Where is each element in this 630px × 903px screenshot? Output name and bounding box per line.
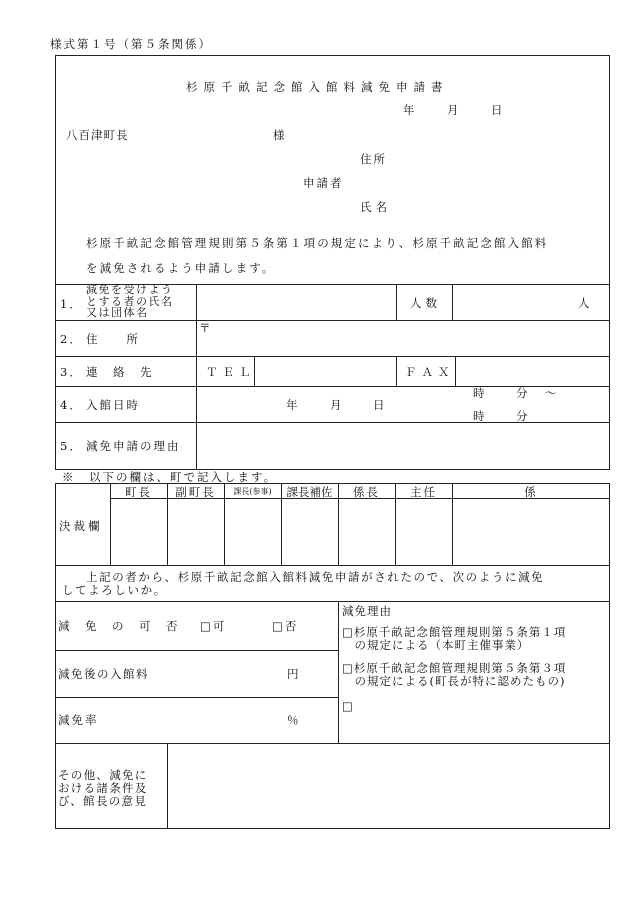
applicant-label: 申請者 bbox=[303, 176, 344, 190]
approval-bottom-line bbox=[55, 565, 610, 566]
visit-month-label: 月 bbox=[330, 398, 344, 412]
approval-col-mayor: 町長 bbox=[125, 485, 152, 499]
start-hour-label: 時 bbox=[473, 386, 487, 400]
request-body-line2: を減免されるよう申請します。 bbox=[86, 261, 276, 275]
form-number: 様式第１号（第５条関係） bbox=[50, 37, 212, 51]
date-year-label: 年 bbox=[403, 103, 417, 117]
visit-year-label: 年 bbox=[286, 398, 300, 412]
col-divider bbox=[338, 601, 339, 743]
col-divider bbox=[196, 284, 197, 470]
row2-label: 住 所 bbox=[86, 332, 140, 346]
decision-top-line bbox=[55, 601, 610, 602]
reduced-fee-label: 減免後の入館料 bbox=[58, 667, 149, 681]
postal-mark: 〒 bbox=[199, 321, 213, 335]
addressee: 八百津町長 bbox=[66, 128, 129, 142]
option-reject-checkbox[interactable]: □否 bbox=[272, 619, 299, 633]
time-range-tilde: ～ bbox=[545, 386, 559, 400]
office-note: ※ 以下の欄は、町で記入します。 bbox=[62, 470, 278, 484]
row3-number: 3． bbox=[60, 365, 83, 379]
option-approve-checkbox[interactable]: □可 bbox=[200, 619, 227, 633]
approval-label: 決裁欄 bbox=[59, 519, 103, 533]
row1-number: 1． bbox=[60, 297, 83, 311]
reduction-reason-title: 減免理由 bbox=[342, 604, 392, 618]
count-label: 人数 bbox=[410, 296, 441, 310]
end-minute-label: 分 bbox=[516, 409, 530, 423]
row-divider bbox=[55, 743, 610, 744]
request-body-line1: 杉原千畝記念館管理規則第５条第１項の規定により、杉原千畝記念館入館料 bbox=[86, 236, 549, 250]
visit-day-label: 日 bbox=[373, 398, 387, 412]
approval-question: 減 免 の 可 否 bbox=[58, 619, 180, 633]
count-unit: 人 bbox=[578, 296, 592, 310]
col-divider bbox=[396, 356, 397, 386]
row4-label: 入館日時 bbox=[86, 398, 140, 412]
col-divider bbox=[455, 356, 456, 386]
approval-col-unit-chief: 係長 bbox=[353, 485, 380, 499]
row-divider bbox=[55, 356, 610, 357]
name-label: 氏名 bbox=[360, 200, 391, 214]
reason-option-article5-3[interactable]: □杉原千畝記念館管理規則第５条第３項 の規定による(町長が特に認めたもの) bbox=[342, 661, 567, 688]
other-conditions-label: その他、減免に おける諸条件及 び、館長の意見 bbox=[58, 768, 148, 808]
row3-label: 連 絡 先 bbox=[86, 365, 154, 379]
row-divider bbox=[55, 320, 610, 321]
approval-col-staff: 係 bbox=[524, 485, 538, 499]
approval-col-section-chief: 課長(参事) bbox=[233, 487, 272, 496]
row-divider bbox=[55, 650, 338, 651]
reason-option-other[interactable]: □ bbox=[342, 699, 355, 713]
row2-number: 2． bbox=[60, 332, 83, 346]
row1-label: 減免を受けよう とする者の氏名 又は団体名 bbox=[86, 283, 174, 319]
tel-label: ＴＥＬ bbox=[206, 365, 256, 379]
honorific: 様 bbox=[273, 128, 287, 142]
date-month-label: 月 bbox=[447, 103, 461, 117]
row4-number: 4． bbox=[60, 398, 83, 412]
reduction-rate-label: 減免率 bbox=[58, 713, 99, 727]
date-day-label: 日 bbox=[491, 103, 505, 117]
row5-label: 減免申請の理由 bbox=[86, 439, 181, 453]
fax-label: ＦＡＸ bbox=[405, 365, 455, 379]
end-hour-label: 時 bbox=[473, 409, 487, 423]
address-label: 住所 bbox=[360, 152, 387, 166]
form-title: 杉原千畝記念館入館料減免申請書 bbox=[186, 80, 449, 94]
approval-col-deputy-mayor: 副町長 bbox=[175, 485, 216, 499]
approval-statement: 上記の者から、杉原千畝記念館入館料減免申請がされたので、次のように減免 してよろしいか。 bbox=[62, 570, 545, 597]
row5-number: 5． bbox=[60, 439, 83, 453]
row-divider bbox=[55, 697, 338, 698]
rate-unit: ％ bbox=[287, 713, 301, 727]
reason-option-article5-1[interactable]: □杉原千畝記念館管理規則第５条第１項 の規定による（本町主催事業） bbox=[342, 625, 567, 652]
approval-col-assistant-chief: 課長補佐 bbox=[286, 485, 333, 499]
col-divider bbox=[396, 284, 397, 320]
start-minute-label: 分 bbox=[516, 386, 530, 400]
fee-unit: 円 bbox=[287, 667, 301, 681]
col-divider bbox=[452, 284, 453, 320]
approval-col-chief-clerk: 主任 bbox=[410, 485, 437, 499]
col-divider bbox=[167, 743, 168, 829]
